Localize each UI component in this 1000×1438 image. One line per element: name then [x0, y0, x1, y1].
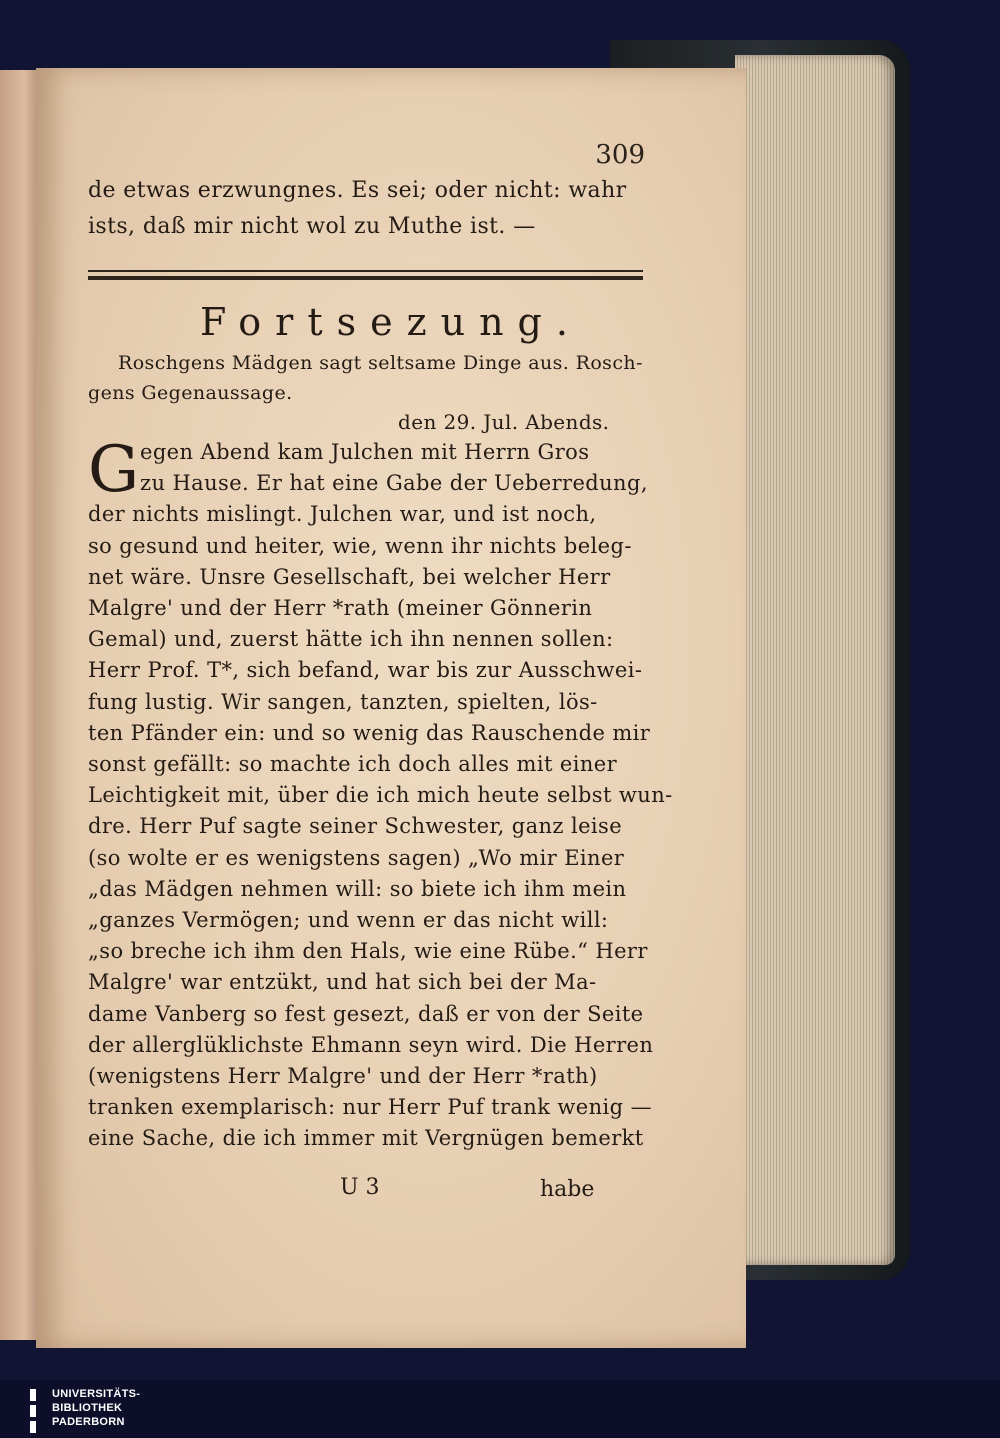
body-line: egen Abend kam Julchen mit Herrn Gros [140, 440, 590, 464]
logo-line: UNIVERSITÄTS- [52, 1388, 141, 1400]
left-facing-page [0, 70, 40, 1340]
chapter-summary-line: gens Gegenaussage. [88, 382, 293, 404]
logo-line: PADERBORN [52, 1416, 125, 1428]
body-line: der nichts mislingt. Julchen war, und ist noch, [88, 502, 597, 527]
footer-bar [0, 1380, 1000, 1438]
body-line: sonst gefällt: so machte ich doch alles mit einer [88, 752, 618, 776]
body-line: dame Vanberg so fest gesezt, daß er von der Seite [88, 1001, 644, 1026]
body-line: tranken exemplarisch: nur Herr Puf trank wenig — [88, 1095, 652, 1120]
page-edges [735, 55, 895, 1265]
body-line: „ganzes Vermögen; und wenn er das nicht will: [88, 908, 609, 932]
body-line: Herr Prof. T*, sich befand, war bis zur Ausschwei- [88, 658, 643, 683]
body-line: so gesund und heiter, wie, wenn ihr nichts beleg- [88, 533, 632, 558]
body-line: Leichtigkeit mit, über die ich mich heute selbst wun- [88, 783, 673, 808]
catchword: habe [540, 1177, 595, 1202]
dateline: den 29. Jul. Abends. [398, 410, 610, 434]
body-line: zu Hause. Er hat eine Gabe der Ueberredung, [140, 471, 648, 496]
drop-cap-initial: G [88, 433, 140, 507]
body-line: „so breche ich ihm den Hals, wie eine Rübe.“ Herr [88, 939, 648, 964]
chapter-heading: Fortsezung. [200, 300, 582, 344]
body-line: (wenigstens Herr Malgre' und der Herr *rath) [88, 1064, 598, 1088]
body-line: Gemal) und, zuerst hätte ich ihn nennen sollen: [88, 627, 614, 652]
library-logo-icon [30, 1389, 44, 1433]
chapter-summary-line: Roschgens Mädgen sagt seltsame Dinge aus. Rosch- [118, 352, 643, 374]
library-logo-text [52, 1387, 140, 1429]
body-line: net wäre. Unsre Gesellschaft, bei welcher Herr [88, 564, 611, 589]
logo-line: BIBLIOTHEK [52, 1402, 123, 1414]
body-line: (so wolte er es wenigstens sagen) „Wo mir Einer [88, 845, 625, 870]
body-line: „das Mädgen nehmen will: so biete ich ihm mein [88, 876, 627, 901]
body-line: dre. Herr Puf sagte seiner Schwester, ganz leise [88, 814, 623, 839]
signature-mark: U 3 [340, 1175, 380, 1200]
divider-rule-thick [88, 276, 643, 280]
text-line: de etwas erzwungnes. Es sei; oder nicht: wahr [88, 178, 627, 203]
divider-rule [88, 270, 643, 272]
body-line: ten Pfänder ein: und so wenig das Rauschende mir [88, 720, 651, 745]
page-number: 309 [595, 140, 645, 170]
text-line: ists, daß mir nicht wol zu Muthe ist. — [88, 214, 536, 239]
body-line: Malgre' und der Herr *rath (meiner Gönnerin [88, 596, 593, 620]
body-line: fung lustig. Wir sangen, tanzten, spielten, lös- [88, 689, 598, 714]
body-line: der allerglüklichste Ehmann seyn wird. Die Herren [88, 1032, 654, 1057]
body-line: eine Sache, die ich immer mit Vergnügen bemerkt [88, 1126, 644, 1151]
body-line: Malgre' war entzükt, und hat sich bei der Ma- [88, 970, 597, 995]
